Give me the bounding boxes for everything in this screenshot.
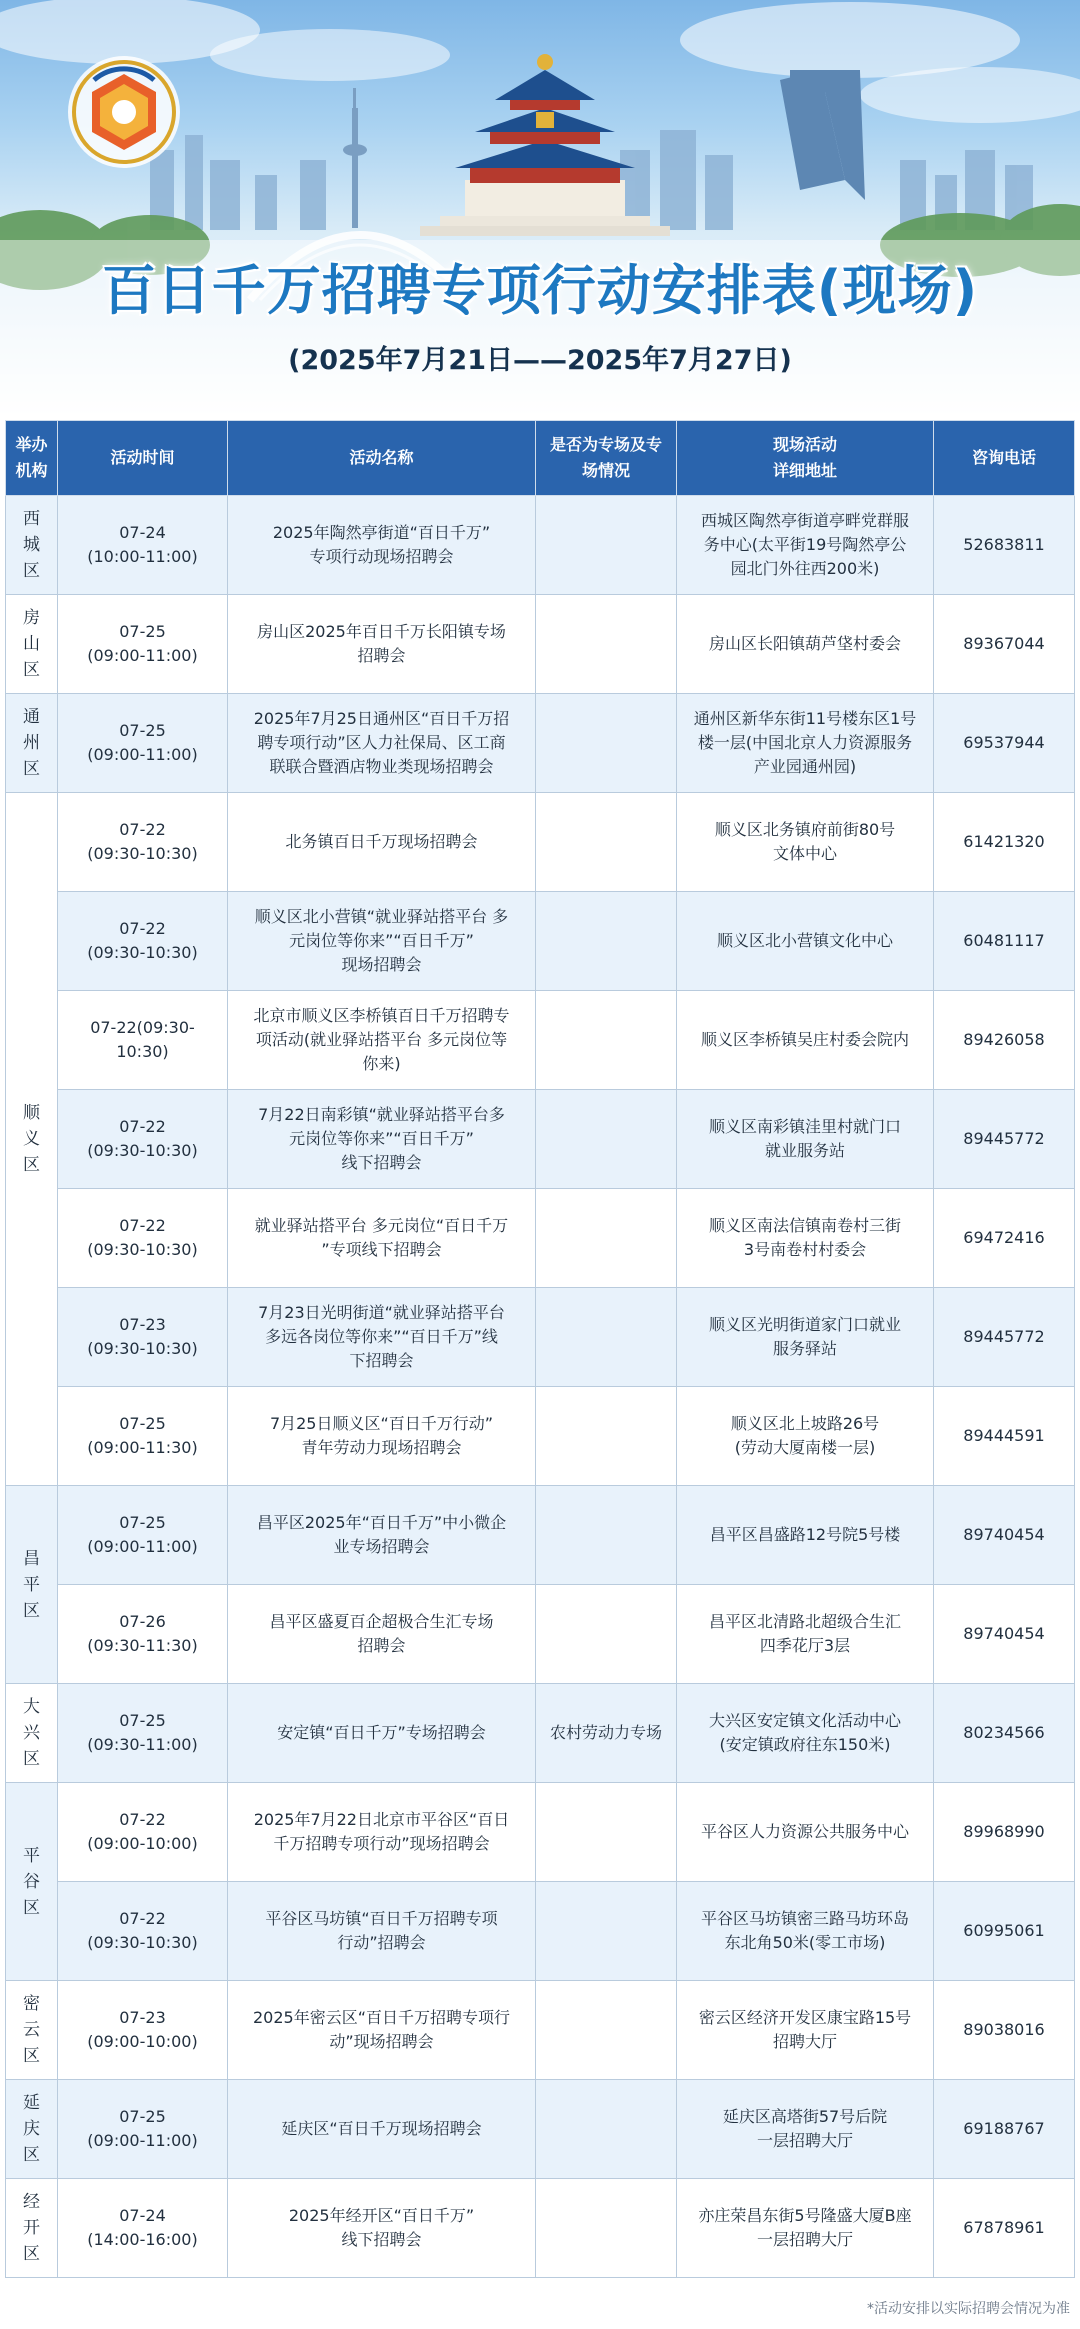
address-cell: 昌平区昌盛路12号院5号楼: [677, 1486, 934, 1585]
special-cell: [536, 1585, 677, 1684]
schedule-table: [5, 420, 1075, 2278]
table-row: [6, 1090, 1075, 1189]
time-cell: 07-22 (09:00-10:00): [58, 1783, 228, 1882]
special-cell: 农村劳动力专场: [536, 1684, 677, 1783]
time-cell: 07-22 (09:30-10:30): [58, 1090, 228, 1189]
table-row: [6, 1387, 1075, 1486]
event-name-cell: 2025年经开区“百日千万” 线下招聘会: [228, 2179, 536, 2278]
table-row: [6, 1684, 1075, 1783]
special-cell: [536, 2080, 677, 2179]
table-row: [6, 1288, 1075, 1387]
phone-cell: 69472416: [934, 1189, 1075, 1288]
column-header: 是否为专场及专 场情况: [536, 421, 677, 496]
special-cell: [536, 991, 677, 1090]
event-name-cell: 北京市顺义区李桥镇百日千万招聘专 项活动(就业驿站搭平台 多元岗位等 你来): [228, 991, 536, 1090]
time-cell: 07-22(09:30- 10:30): [58, 991, 228, 1090]
time-cell: 07-24 (10:00-11:00): [58, 496, 228, 595]
column-header: 举办 机构: [6, 421, 58, 496]
address-cell: 顺义区北上坡路26号 (劳动大厦南楼一层): [677, 1387, 934, 1486]
table-row: [6, 2179, 1075, 2278]
address-cell: 密云区经济开发区康宝路15号 招聘大厅: [677, 1981, 934, 2080]
special-cell: [536, 1387, 677, 1486]
table-row: [6, 1882, 1075, 1981]
schedule-table-container: [5, 420, 1074, 2278]
date-range: (2025年7月21日——2025年7月27日): [288, 345, 792, 376]
address-cell: 顺义区光明街道家门口就业 服务驿站: [677, 1288, 934, 1387]
table-body: [6, 496, 1075, 2278]
special-cell: [536, 1981, 677, 2080]
time-cell: 07-23 (09:00-10:00): [58, 1981, 228, 2080]
event-name-cell: 2025年7月25日通州区“百日千万招 聘专项行动”区人力社保局、区工商 联联合暨酒店物业类现场招聘会: [228, 694, 536, 793]
district-cell: 房 山 区: [6, 595, 58, 694]
phone-cell: 89445772: [934, 1090, 1075, 1189]
event-name-cell: 7月22日南彩镇“就业驿站搭平台多 元岗位等你来”“百日千万” 线下招聘会: [228, 1090, 536, 1189]
phone-cell: 89367044: [934, 595, 1075, 694]
event-name-cell: 延庆区“百日千万现场招聘会: [228, 2080, 536, 2179]
event-name-cell: 安定镇“百日千万”专场招聘会: [228, 1684, 536, 1783]
column-header: 活动名称: [228, 421, 536, 496]
address-cell: 顺义区南彩镇洼里村就门口 就业服务站: [677, 1090, 934, 1189]
header-banner: [0, 0, 1080, 415]
special-cell: [536, 595, 677, 694]
district-cell: 昌 平 区: [6, 1486, 58, 1684]
phone-cell: 61421320: [934, 793, 1075, 892]
table-header-row: [6, 421, 1075, 496]
time-cell: 07-23 (09:30-10:30): [58, 1288, 228, 1387]
special-cell: [536, 1882, 677, 1981]
time-cell: 07-26 (09:30-11:30): [58, 1585, 228, 1684]
district-cell: 平 谷 区: [6, 1783, 58, 1981]
address-cell: 通州区新华东街11号楼东区1号 楼一层(中国北京人力资源服务 产业园通州园): [677, 694, 934, 793]
phone-cell: 89968990: [934, 1783, 1075, 1882]
event-name-cell: 7月23日光明街道“就业驿站搭平台 多远各岗位等你来”“百日千万”线 下招聘会: [228, 1288, 536, 1387]
table-row: [6, 1486, 1075, 1585]
event-name-cell: 2025年7月22日北京市平谷区“百日 千万招聘专项行动”现场招聘会: [228, 1783, 536, 1882]
address-cell: 昌平区北清路北超级合生汇 四季花厅3层: [677, 1585, 934, 1684]
address-cell: 平谷区马坊镇密三路马坊环岛 东北角50米(零工市场): [677, 1882, 934, 1981]
phone-cell: 89740454: [934, 1585, 1075, 1684]
special-cell: [536, 793, 677, 892]
special-cell: [536, 1783, 677, 1882]
footnote: *活动安排以实际招聘会情况为准: [867, 2301, 1070, 2317]
special-cell: [536, 1486, 677, 1585]
table-row: [6, 991, 1075, 1090]
phone-cell: 69537944: [934, 694, 1075, 793]
column-header: 活动时间: [58, 421, 228, 496]
special-cell: [536, 1288, 677, 1387]
time-cell: 07-22 (09:30-10:30): [58, 793, 228, 892]
column-header: 现场活动 详细地址: [677, 421, 934, 496]
special-cell: [536, 892, 677, 991]
time-cell: 07-25 (09:30-11:00): [58, 1684, 228, 1783]
phone-cell: 67878961: [934, 2179, 1075, 2278]
district-cell: 西 城 区: [6, 496, 58, 595]
district-cell: 通 州 区: [6, 694, 58, 793]
logo-emblem: [64, 52, 184, 172]
time-cell: 07-25 (09:00-11:30): [58, 1387, 228, 1486]
district-cell: 顺 义 区: [6, 793, 58, 1486]
special-cell: [536, 1189, 677, 1288]
event-name-cell: 2025年陶然亭街道“百日千万” 专项行动现场招聘会: [228, 496, 536, 595]
time-cell: 07-25 (09:00-11:00): [58, 694, 228, 793]
event-name-cell: 2025年密云区“百日千万招聘专项行 动”现场招聘会: [228, 1981, 536, 2080]
table-row: [6, 1783, 1075, 1882]
special-cell: [536, 2179, 677, 2278]
time-cell: 07-25 (09:00-11:00): [58, 2080, 228, 2179]
address-cell: 顺义区李桥镇吴庄村委会院内: [677, 991, 934, 1090]
table-row: [6, 1189, 1075, 1288]
time-cell: 07-22 (09:30-10:30): [58, 892, 228, 991]
phone-cell: 60481117: [934, 892, 1075, 991]
address-cell: 顺义区北小营镇文化中心: [677, 892, 934, 991]
page-title: 百日千万招聘专项行动安排表(现场): [101, 259, 979, 322]
time-cell: 07-25 (09:00-11:00): [58, 595, 228, 694]
address-cell: 亦庄荣昌东街5号隆盛大厦B座 一层招聘大厅: [677, 2179, 934, 2278]
event-name-cell: 7月25日顺义区“百日千万行动” 青年劳动力现场招聘会: [228, 1387, 536, 1486]
table-row: [6, 595, 1075, 694]
table-row: [6, 1585, 1075, 1684]
address-cell: 延庆区高塔街57号后院 一层招聘大厅: [677, 2080, 934, 2179]
special-cell: [536, 496, 677, 595]
event-name-cell: 就业驿站搭平台 多元岗位“百日千万 ”专项线下招聘会: [228, 1189, 536, 1288]
event-name-cell: 平谷区马坊镇“百日千万招聘专项 行动”招聘会: [228, 1882, 536, 1981]
special-cell: [536, 694, 677, 793]
phone-cell: 60995061: [934, 1882, 1075, 1981]
phone-cell: 89740454: [934, 1486, 1075, 1585]
table-row: [6, 1981, 1075, 2080]
address-cell: 平谷区人力资源公共服务中心: [677, 1783, 934, 1882]
phone-cell: 52683811: [934, 496, 1075, 595]
event-name-cell: 房山区2025年百日千万长阳镇专场 招聘会: [228, 595, 536, 694]
table-row: [6, 694, 1075, 793]
district-cell: 延 庆 区: [6, 2080, 58, 2179]
table-row: [6, 496, 1075, 595]
time-cell: 07-24 (14:00-16:00): [58, 2179, 228, 2278]
table-row: [6, 793, 1075, 892]
event-name-cell: 顺义区北小营镇“就业驿站搭平台 多 元岗位等你来”“百日千万” 现场招聘会: [228, 892, 536, 991]
time-cell: 07-22 (09:30-10:30): [58, 1882, 228, 1981]
table-row: [6, 892, 1075, 991]
address-cell: 顺义区北务镇府前街80号 文体中心: [677, 793, 934, 892]
phone-cell: 89445772: [934, 1288, 1075, 1387]
time-cell: 07-25 (09:00-11:00): [58, 1486, 228, 1585]
district-cell: 经 开 区: [6, 2179, 58, 2278]
district-cell: 大 兴 区: [6, 1684, 58, 1783]
phone-cell: 89426058: [934, 991, 1075, 1090]
phone-cell: 89444591: [934, 1387, 1075, 1486]
address-cell: 房山区长阳镇葫芦垡村委会: [677, 595, 934, 694]
time-cell: 07-22 (09:30-10:30): [58, 1189, 228, 1288]
special-cell: [536, 1090, 677, 1189]
event-name-cell: 昌平区2025年“百日千万”中小微企 业专场招聘会: [228, 1486, 536, 1585]
district-cell: 密 云 区: [6, 1981, 58, 2080]
address-cell: 顺义区南法信镇南卷村三街 3号南卷村村委会: [677, 1189, 934, 1288]
address-cell: 西城区陶然亭街道亭畔党群服 务中心(太平街19号陶然亭公 园北门外往西200米): [677, 496, 934, 595]
event-name-cell: 北务镇百日千万现场招聘会: [228, 793, 536, 892]
column-header: 咨询电话: [934, 421, 1075, 496]
table-row: [6, 2080, 1075, 2179]
phone-cell: 89038016: [934, 1981, 1075, 2080]
event-name-cell: 昌平区盛夏百企超极合生汇专场 招聘会: [228, 1585, 536, 1684]
phone-cell: 80234566: [934, 1684, 1075, 1783]
phone-cell: 69188767: [934, 2080, 1075, 2179]
address-cell: 大兴区安定镇文化活动中心 (安定镇政府往东150米): [677, 1684, 934, 1783]
